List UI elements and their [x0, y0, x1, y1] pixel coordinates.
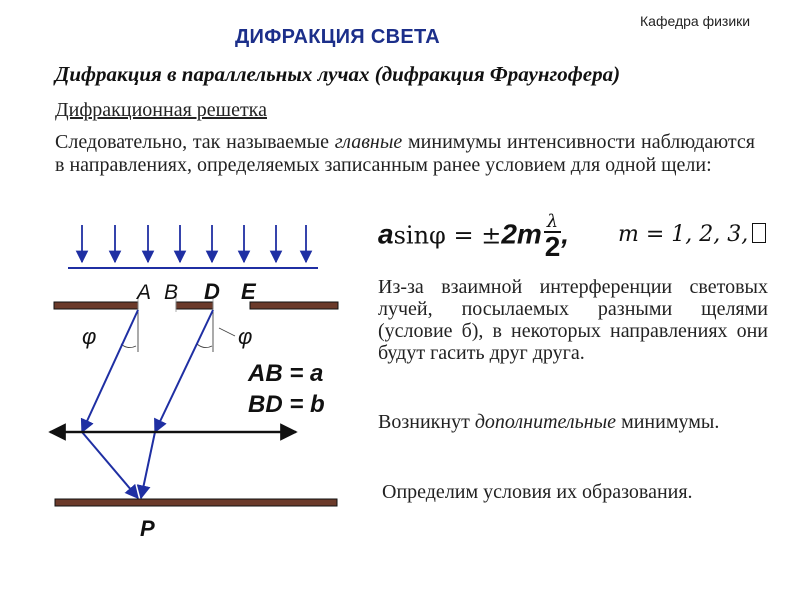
grating: [54, 302, 338, 309]
order-values: m = 1, 2, 3,: [618, 222, 749, 247]
screen: [55, 499, 337, 506]
label-b: B: [164, 281, 179, 304]
intro-text-1: Следовательно, так называемые: [55, 131, 335, 153]
formula-two: 2: [544, 231, 561, 262]
conditions-paragraph: Определим условия их образования.: [382, 481, 693, 503]
phi-right: φ: [238, 324, 253, 349]
page-title: ДИФРАКЦИЯ СВЕТА: [235, 26, 440, 48]
diffracted-rays: [82, 310, 213, 498]
label-a: A: [137, 281, 152, 304]
label-e: E: [241, 279, 256, 304]
equation-ab: AB = a: [248, 360, 324, 387]
additional-text-2: минимумы.: [616, 411, 720, 433]
formula-lambda: λ: [544, 213, 561, 233]
formula-sin: sinφ = ±: [393, 221, 502, 250]
additional-emphasis: дополнительные: [474, 411, 617, 433]
incident-rays: [82, 225, 306, 262]
subtitle: Дифракция в параллельных лучах (дифракция Фраунгофера): [55, 62, 621, 86]
intro-emphasis: главные: [334, 131, 403, 153]
phi-left: φ: [82, 324, 97, 349]
label-d: D: [204, 279, 220, 304]
interference-paragraph: Из-за взаимной интерференции световых лучей, посылаемых разными щелями (условие б), в некоторых направлениях они будут гасить друг друга.: [378, 276, 768, 364]
additional-text-1: Возникнут: [378, 411, 475, 433]
department-label: Кафедра физики: [640, 13, 751, 29]
equation-bd: BD = b: [248, 391, 325, 418]
label-p: P: [140, 516, 155, 541]
section-heading: Дифракционная решетка: [55, 99, 267, 121]
formula-comma: ,: [561, 218, 569, 250]
formula-2m: 2m: [501, 218, 542, 250]
intro-text-2: минимумы интенсивности наблюдаются в направлениях, определяемых записанным ранее условием для одной щели:: [55, 131, 755, 176]
formula-a: a: [378, 218, 394, 250]
